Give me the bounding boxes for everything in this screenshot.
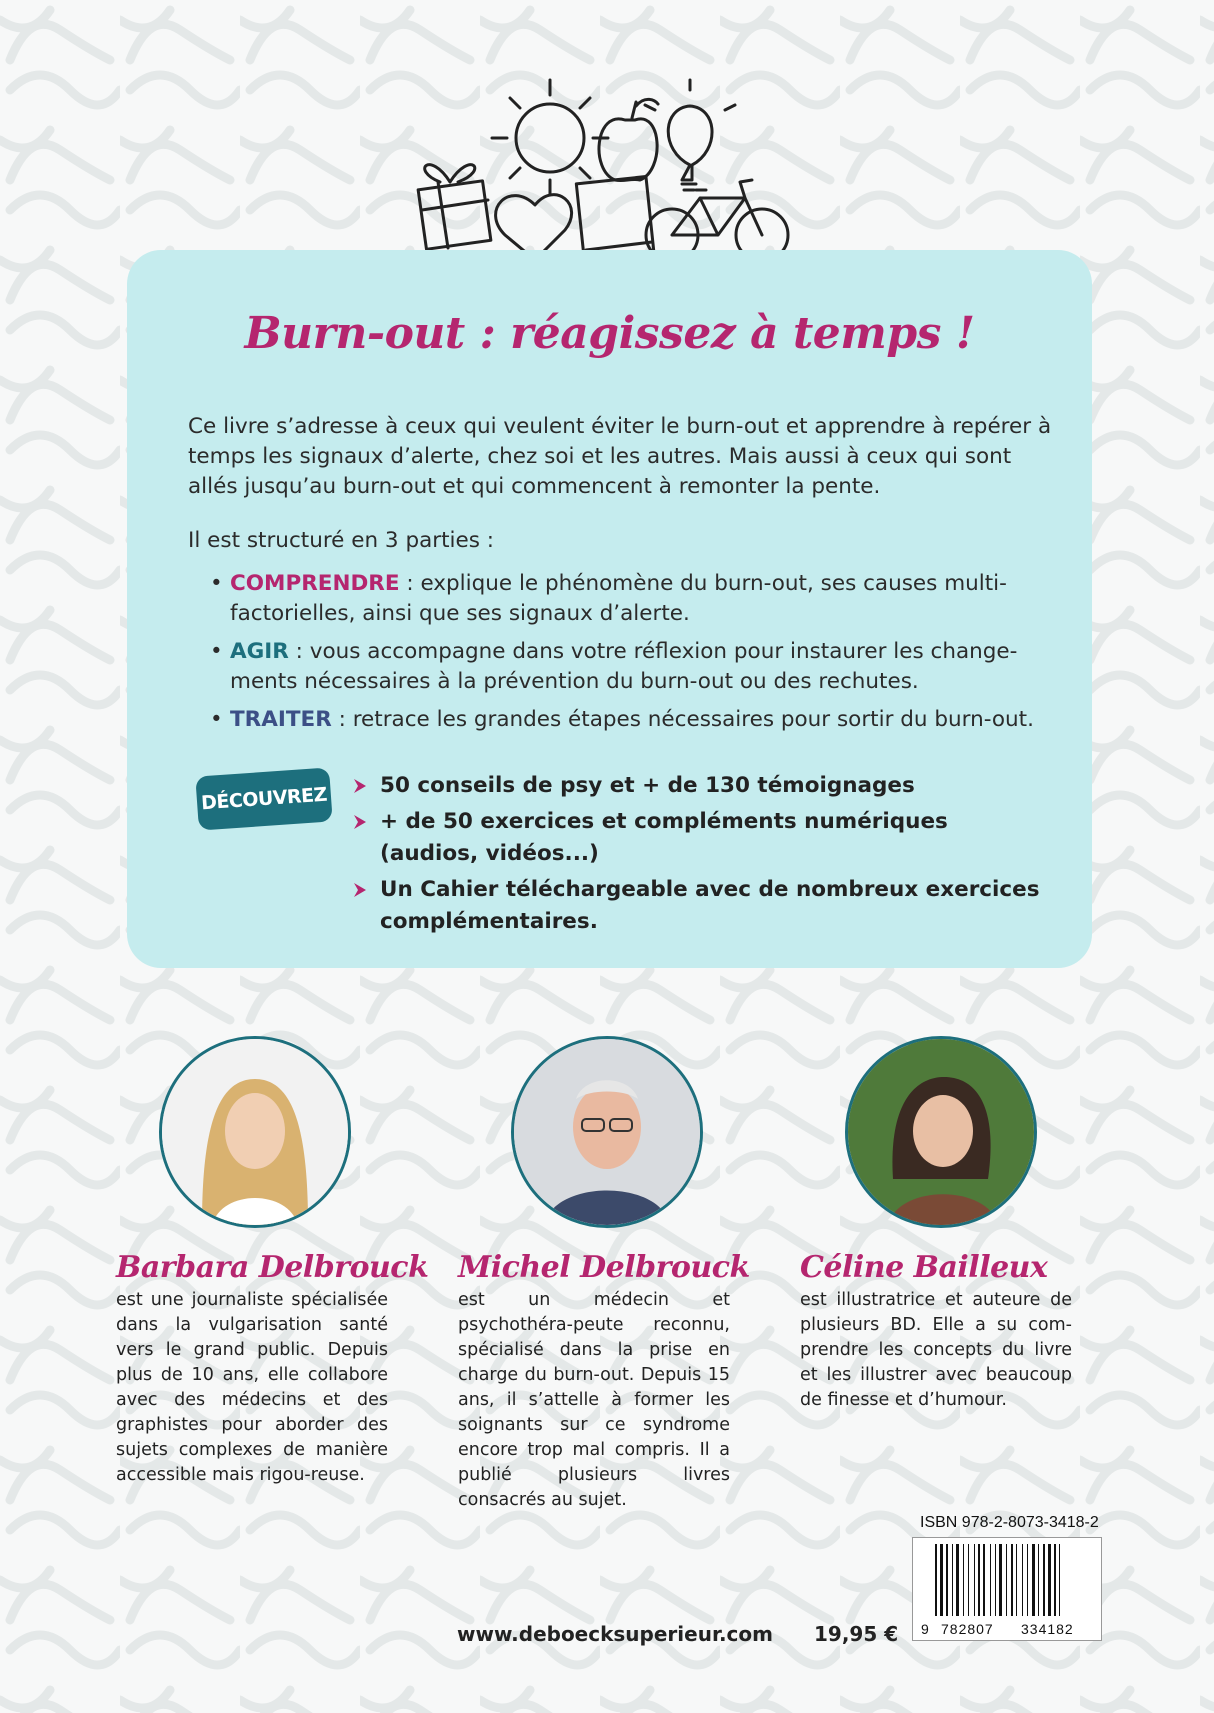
author-name: Barbara Delbrouck	[116, 1250, 429, 1285]
publisher-website[interactable]: www.deboecksuperieur.com	[457, 1622, 773, 1646]
isbn-label: ISBN 978-2-8073-3418-2	[920, 1514, 1099, 1531]
discover-item: Un Cahier téléchargeable avec de nombreux exercices complémentaires.	[352, 874, 1042, 938]
part-keyword: AGIR	[230, 639, 289, 664]
bicycle-icon	[646, 180, 788, 261]
part-text: : vous accompagne dans votre réflexion pour instaurer les change-ments nécessaires à la prévention du burn-out ou des rechutes.	[230, 639, 1018, 694]
structure-intro: Il est structuré en 3 parties :	[188, 528, 495, 553]
arrow-right-icon	[352, 777, 368, 795]
author-bio: est une journaliste spécialisée dans la vulgarisation santé vers le grand public. Depuis plus de 10 ans, elle collabore avec des médecins et des graphistes pour aborder des sujets complexes de manière accessible mais rigou-reuse.	[116, 1290, 388, 1485]
discover-badge: DÉCOUVREZ	[195, 767, 332, 830]
author-bio: est un médecin et psychothéra-peute reconnu, spécialisé dans la prise en charge du burn-out. Depuis 15 ans, il s’attelle à former les soignants sur ce syndrome encore trop mal compris. Il a publié plusieurs livres consacrés au sujet.	[458, 1290, 730, 1510]
barcode-left-digits: 782807	[941, 1621, 994, 1637]
arrow-right-icon	[352, 881, 368, 899]
discover-list	[352, 770, 1042, 942]
apple-icon	[599, 99, 658, 180]
author-bio: est illustratrice et auteure de plusieurs BD. Elle a su com-prendre les concepts du livre et les illustrer avec beaucoup de finesse et d’humour.	[800, 1290, 1072, 1410]
barcode	[912, 1537, 1102, 1641]
barcode-right-digits: 334182	[1021, 1621, 1074, 1637]
book-icon	[576, 177, 653, 259]
gift-icon	[418, 165, 491, 250]
part-text: : retrace les grandes étapes nécessaires pour sortir du burn-out.	[331, 707, 1034, 732]
sun-icon	[492, 80, 608, 195]
author-name: Céline Bailleux	[800, 1250, 1048, 1285]
parts-list	[210, 569, 1040, 743]
part-keyword: TRAITER	[230, 707, 332, 732]
author-name: Michel Delbrouck	[458, 1250, 750, 1285]
author-portrait-barbara	[159, 1036, 351, 1228]
part-item: • TRAITER : retrace les grandes étapes nécessaires pour sortir du burn-out.	[210, 707, 1034, 732]
barcode-graphic	[913, 1538, 1101, 1640]
part-keyword: COMPRENDRE	[230, 571, 400, 596]
discover-item: 50 conseils de psy et + de 130 témoignages	[352, 770, 1042, 802]
price: 19,95 €	[814, 1622, 899, 1646]
intro-paragraph: Ce livre s’adresse à ceux qui veulent éviter le burn-out et apprendre à repérer à temps les signaux d’alerte, chez soi et les autres. Mais aussi à ceux qui sont allés jusqu’au burn-out et qui commencent à remonter la pente.	[188, 414, 1052, 499]
barcode-first-digit: 9	[921, 1621, 929, 1637]
part-item: • COMPRENDRE : explique le phénomène du burn-out, ses causes multi-factorielles, ainsi que ses signaux d’alerte.	[210, 571, 1007, 626]
part-item: • AGIR : vous accompagne dans votre réflexion pour instaurer les change-ments nécessaires à la prévention du burn-out ou des rechutes.	[210, 639, 1018, 694]
arrow-right-icon	[352, 813, 368, 831]
book-title: Burn-out : réagissez à temps !	[244, 308, 975, 359]
part-text: : explique le phénomène du burn-out, ses causes multi-factorielles, ainsi que ses signaux d’alerte.	[230, 571, 1007, 626]
author-portrait-michel	[511, 1036, 703, 1228]
author-portrait-celine	[845, 1036, 1037, 1228]
lightbulb-icon	[645, 80, 735, 190]
discover-item: + de 50 exercices et compléments numériques (audios, vidéos...)	[352, 806, 1042, 870]
